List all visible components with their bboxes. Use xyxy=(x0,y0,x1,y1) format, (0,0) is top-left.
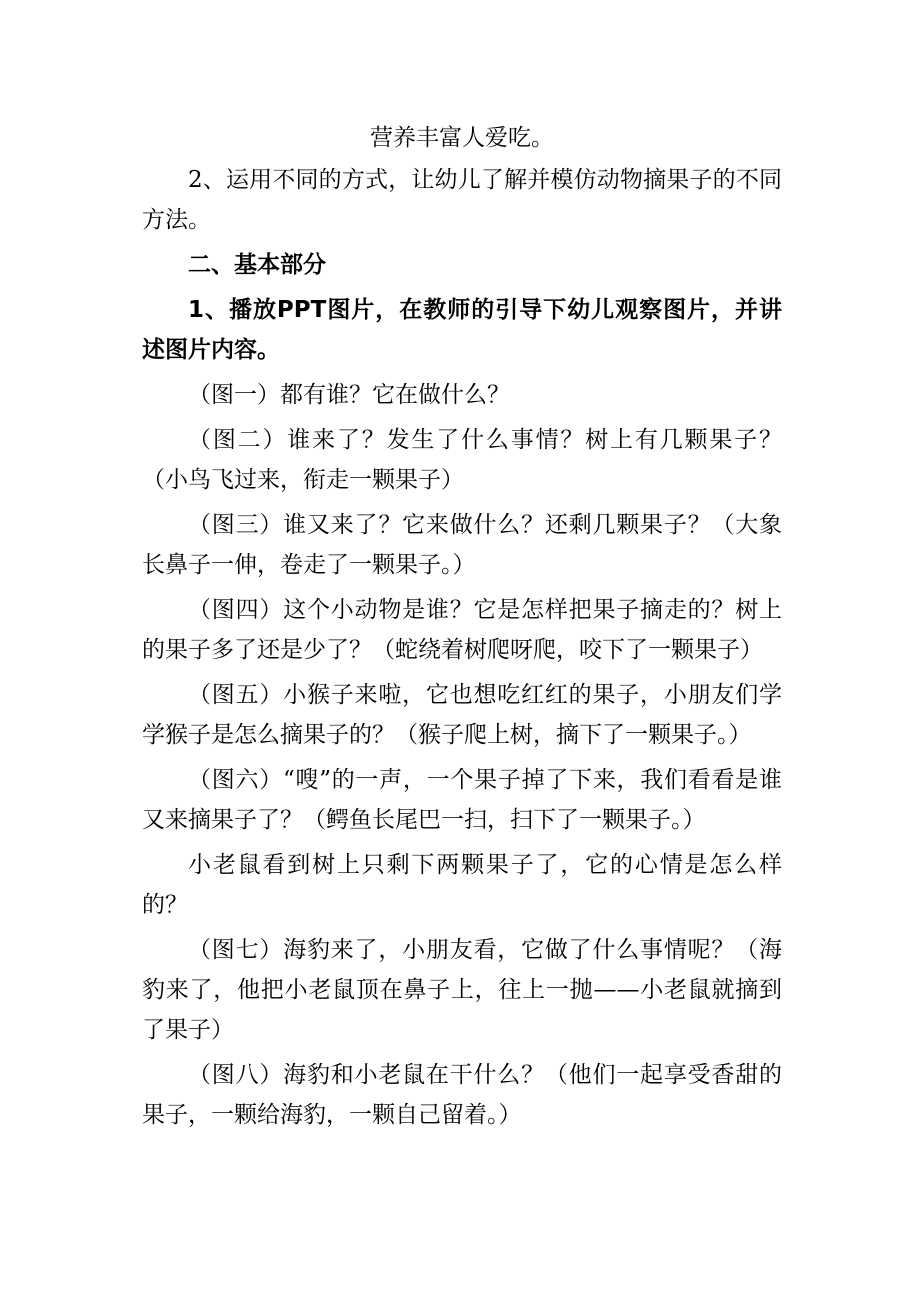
picture-3-paragraph: （图三）谁又来了？它来做什么？还剩几颗果子？（大象长鼻子一伸，卷走了一颗果子。） xyxy=(142,512,782,578)
document-page xyxy=(142,118,782,1135)
summary-line: 营养丰富人爱吃。 xyxy=(370,125,554,151)
step-1-paragraph: 1、播放PPT图片，在教师的引导下幼儿观察图片，并讲述图片内容。 xyxy=(142,297,782,363)
picture-1-paragraph: （图一）都有谁？它在做什么？ xyxy=(188,382,510,408)
picture-7-paragraph: （图七）海豹来了，小朋友看，它做了什么事情呢？（海豹来了，他把小老鼠顶在鼻子上，往上一抛——小老鼠就摘到了果子） xyxy=(142,937,782,1043)
goal-2-paragraph: 2、运用不同的方式，让幼儿了解并模仿动物摘果子的不同方法。 xyxy=(142,167,782,233)
section-heading: 二、基本部分 xyxy=(188,252,326,278)
picture-4-paragraph: （图四）这个小动物是谁？它是怎样把果子摘走的？树上的果子多了还是少了？（蛇绕着树爬呀爬，咬下了一颗果子） xyxy=(142,597,782,663)
picture-8-paragraph: （图八）海豹和小老鼠在干什么？（他们一起享受香甜的果子，一颗给海豹，一颗自己留着。） xyxy=(142,1062,782,1128)
picture-2-paragraph: （图二）谁来了？发生了什么事情？树上有几颗果子？（小鸟飞过来，衔走一颗果子） xyxy=(142,427,782,493)
mouse-question-paragraph: 小老鼠看到树上只剩下两颗果子了，它的心情是怎么样的？ xyxy=(142,852,782,918)
picture-5-paragraph: （图五）小猴子来啦，它也想吃红红的果子，小朋友们学学猴子是怎么摘果子的？（猴子爬上树，摘下了一颗果子。） xyxy=(142,682,782,748)
picture-6-paragraph: （图六）“嗖”的一声，一个果子掉了下来，我们看看是谁又来摘果子了？（鳄鱼长尾巴一扫，扫下了一颗果子。） xyxy=(142,767,782,833)
